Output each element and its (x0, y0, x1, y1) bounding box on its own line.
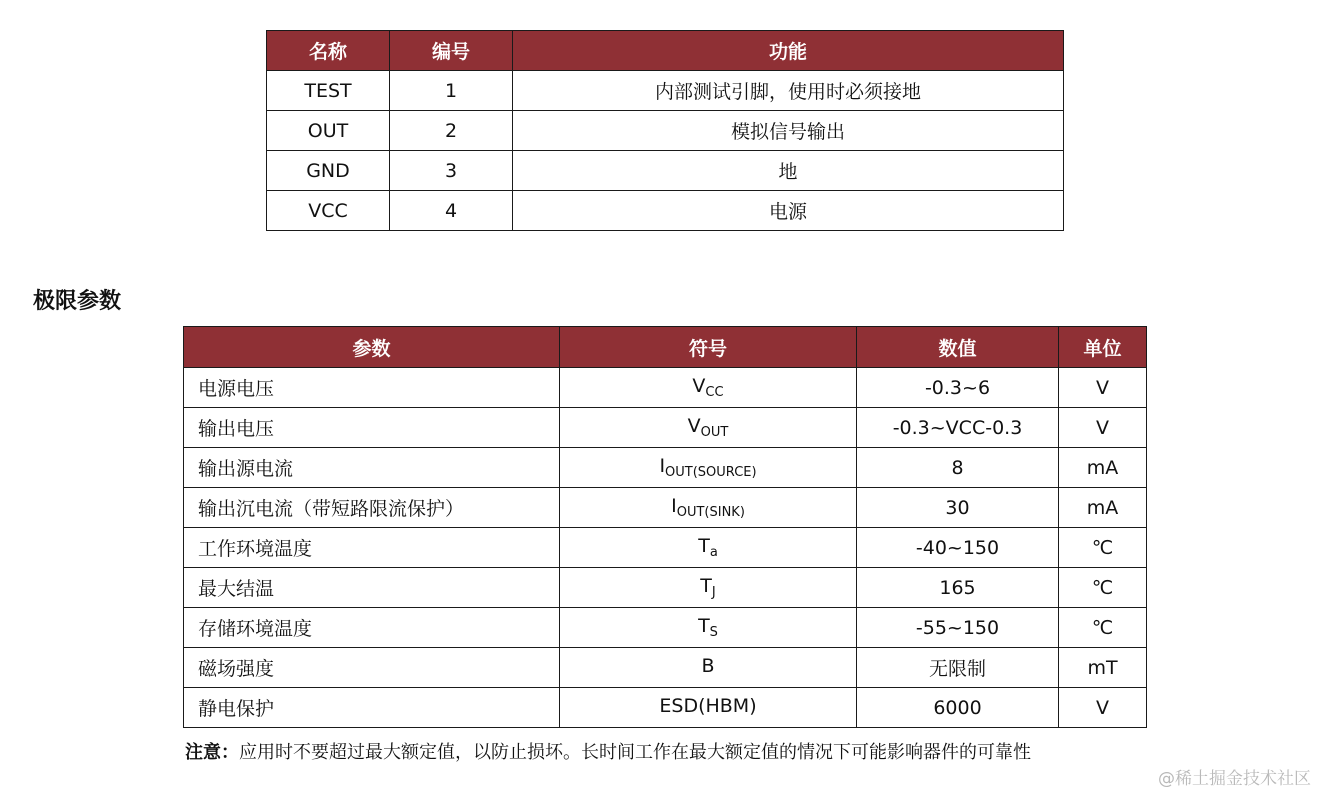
note-text: 应用时不要超过最大额定值，以防止损坏。长时间工作在最大额定值的情况下可能影响器件的可靠性 (239, 742, 1031, 763)
table-row (184, 408, 1147, 448)
pin-function: 内部测试引脚，使用时必须接地 (513, 71, 1064, 111)
section-title: 极限参数 (33, 289, 122, 314)
table-row (267, 111, 1064, 151)
symbol-cell (560, 408, 857, 448)
symbol-cell (560, 568, 857, 608)
value-cell: 6000 (857, 688, 1059, 728)
unit-cell: V (1059, 368, 1147, 408)
table-row (184, 488, 1147, 528)
header-symbol: 符号 (560, 327, 857, 368)
table-header-row (184, 327, 1147, 368)
symbol-subscript: S (709, 625, 718, 640)
symbol-cell (560, 528, 857, 568)
param-cell: 存储环境温度 (184, 608, 560, 648)
absolute-max-ratings-table (183, 326, 1147, 728)
table-row (184, 368, 1147, 408)
pin-function: 电源 (513, 191, 1064, 231)
symbol-cell (560, 648, 857, 688)
table-header-row (267, 31, 1064, 71)
value-cell: 165 (857, 568, 1059, 608)
table-row (184, 568, 1147, 608)
unit-cell: V (1059, 688, 1147, 728)
note (185, 738, 1031, 764)
param-cell: 输出沉电流（带短路限流保护） (184, 488, 560, 528)
param-cell: 工作环境温度 (184, 528, 560, 568)
symbol-main: T (698, 615, 710, 637)
symbol-main: V (692, 375, 706, 397)
pin-function: 地 (513, 151, 1064, 191)
param-cell: 电源电压 (184, 368, 560, 408)
value-cell: 8 (857, 448, 1059, 488)
symbol-subscript: CC (705, 385, 724, 400)
pin-name: OUT (267, 111, 390, 151)
table-row (267, 191, 1064, 231)
table-row (184, 648, 1147, 688)
value-cell: -40~150 (857, 528, 1059, 568)
unit-cell: mA (1059, 448, 1147, 488)
unit-cell: mA (1059, 488, 1147, 528)
param-cell: 静电保护 (184, 688, 560, 728)
symbol-subscript: OUT(SOURCE) (665, 465, 757, 480)
table-row (184, 448, 1147, 488)
symbol-cell (560, 688, 857, 728)
watermark: @稀土掘金技术社区 (1158, 769, 1311, 789)
symbol-cell (560, 488, 857, 528)
table-row (184, 528, 1147, 568)
value-cell: -55~150 (857, 608, 1059, 648)
note-label: 注意： (185, 742, 239, 763)
symbol-main: I (659, 455, 666, 477)
table-row (184, 608, 1147, 648)
header-parameter: 参数 (184, 327, 560, 368)
table-row (184, 688, 1147, 728)
unit-cell: ℃ (1059, 528, 1147, 568)
value-cell: -0.3~VCC-0.3 (857, 408, 1059, 448)
table-row (267, 151, 1064, 191)
symbol-main: V (687, 415, 701, 437)
symbol-subscript: OUT(SINK) (676, 505, 745, 520)
unit-cell: mT (1059, 648, 1147, 688)
header-number: 编号 (390, 31, 513, 71)
value-cell: 30 (857, 488, 1059, 528)
pin-number: 3 (390, 151, 513, 191)
param-cell: 最大结温 (184, 568, 560, 608)
pin-name: GND (267, 151, 390, 191)
pin-name: TEST (267, 71, 390, 111)
symbol-subscript: J (711, 585, 716, 600)
value-cell: -0.3~6 (857, 368, 1059, 408)
symbol-main: T (698, 535, 710, 557)
header-value: 数值 (857, 327, 1059, 368)
param-cell: 输出源电流 (184, 448, 560, 488)
symbol-main: T (700, 575, 712, 597)
symbol-cell (560, 608, 857, 648)
unit-cell: ℃ (1059, 608, 1147, 648)
table-row (267, 71, 1064, 111)
value-cell: 无限制 (857, 648, 1059, 688)
header-unit: 单位 (1059, 327, 1147, 368)
header-function: 功能 (513, 31, 1064, 71)
symbol-subscript: OUT (700, 425, 729, 440)
pin-number: 4 (390, 191, 513, 231)
symbol-main: I (671, 495, 677, 517)
param-cell: 输出电压 (184, 408, 560, 448)
param-cell: 磁场强度 (184, 648, 560, 688)
pin-function: 模拟信号输出 (513, 111, 1064, 151)
symbol-main: B (701, 655, 715, 677)
symbol-subscript: a (709, 545, 718, 560)
unit-cell: V (1059, 408, 1147, 448)
symbol-main: ESD(HBM) (659, 695, 757, 717)
unit-cell: ℃ (1059, 568, 1147, 608)
symbol-cell (560, 448, 857, 488)
pin-name: VCC (267, 191, 390, 231)
pin-number: 1 (390, 71, 513, 111)
header-name: 名称 (267, 31, 390, 71)
symbol-cell (560, 368, 857, 408)
pin-number: 2 (390, 111, 513, 151)
pin-function-table (266, 30, 1064, 231)
